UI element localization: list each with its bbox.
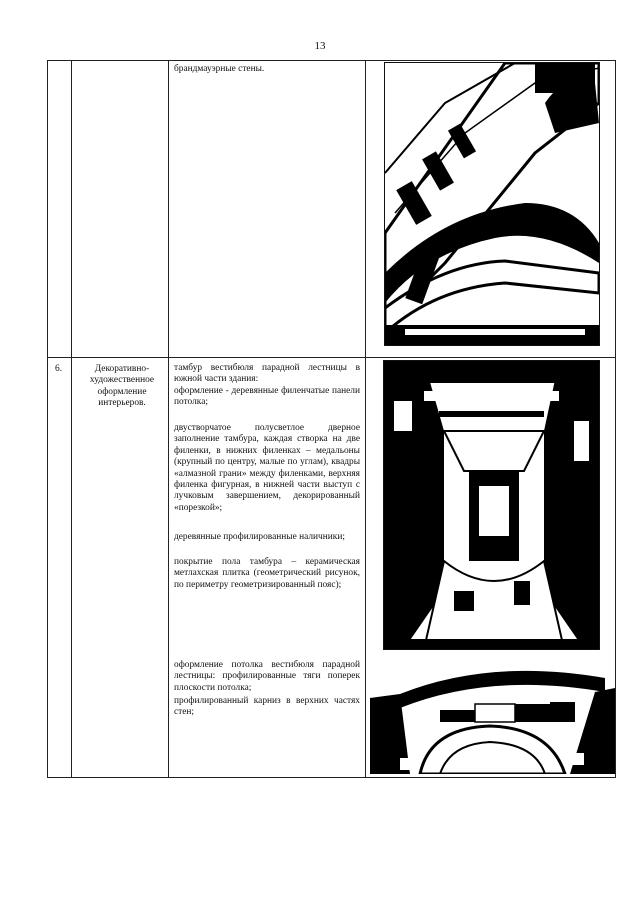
top-row-description: брандмауэрные стены. <box>174 64 265 74</box>
column-divider-2 <box>168 60 169 777</box>
row-description-block-2: оформление - деревянные филенчатые панели потолка; <box>174 386 360 408</box>
row-description-block-5: покрытие пола тамбура – керамическая метлахская плитка (геометрический рисунок, по периметру геометризированный пояс); <box>174 557 360 590</box>
table-left-border <box>47 60 48 777</box>
column-divider-1 <box>71 60 72 777</box>
row-description-block-6: оформление потолка вестибюля парадной лестницы: профилированные тяги поперек плоскости потолка; <box>174 660 360 693</box>
row-description-block-1: тамбур вестибюля парадной лестницы в южной части здания: <box>174 363 360 385</box>
table-bottom-border <box>47 777 616 778</box>
ceiling-photo <box>370 658 615 774</box>
column-divider-3 <box>365 60 366 777</box>
row-description-block-4: деревянные профилированные наличники; <box>174 532 345 542</box>
table-top-border <box>47 60 616 61</box>
row-name: Декоративно-художественное оформление интерьеров. <box>89 364 155 409</box>
table-right-border <box>615 60 616 777</box>
facade-photo <box>384 62 600 346</box>
page-number: 13 <box>314 40 326 52</box>
vestibule-photo <box>383 360 600 650</box>
row-divider <box>47 357 616 358</box>
row-number: 6. <box>55 364 63 374</box>
row-description-block-7: профилированный карниз в верхних частях стен; <box>174 696 360 718</box>
row-description-block-3: двустворчатое полусветлое дверное заполнение тамбура, каждая створка на две филенки, в нижних филенках – медальоны (крупный по центру, малые по углам), квадры «алмазной грани» между филенками, верхняя филенка фигурная, в нижней части выступ с лучковым завершением, декорированный «порезкой»; <box>174 423 360 513</box>
